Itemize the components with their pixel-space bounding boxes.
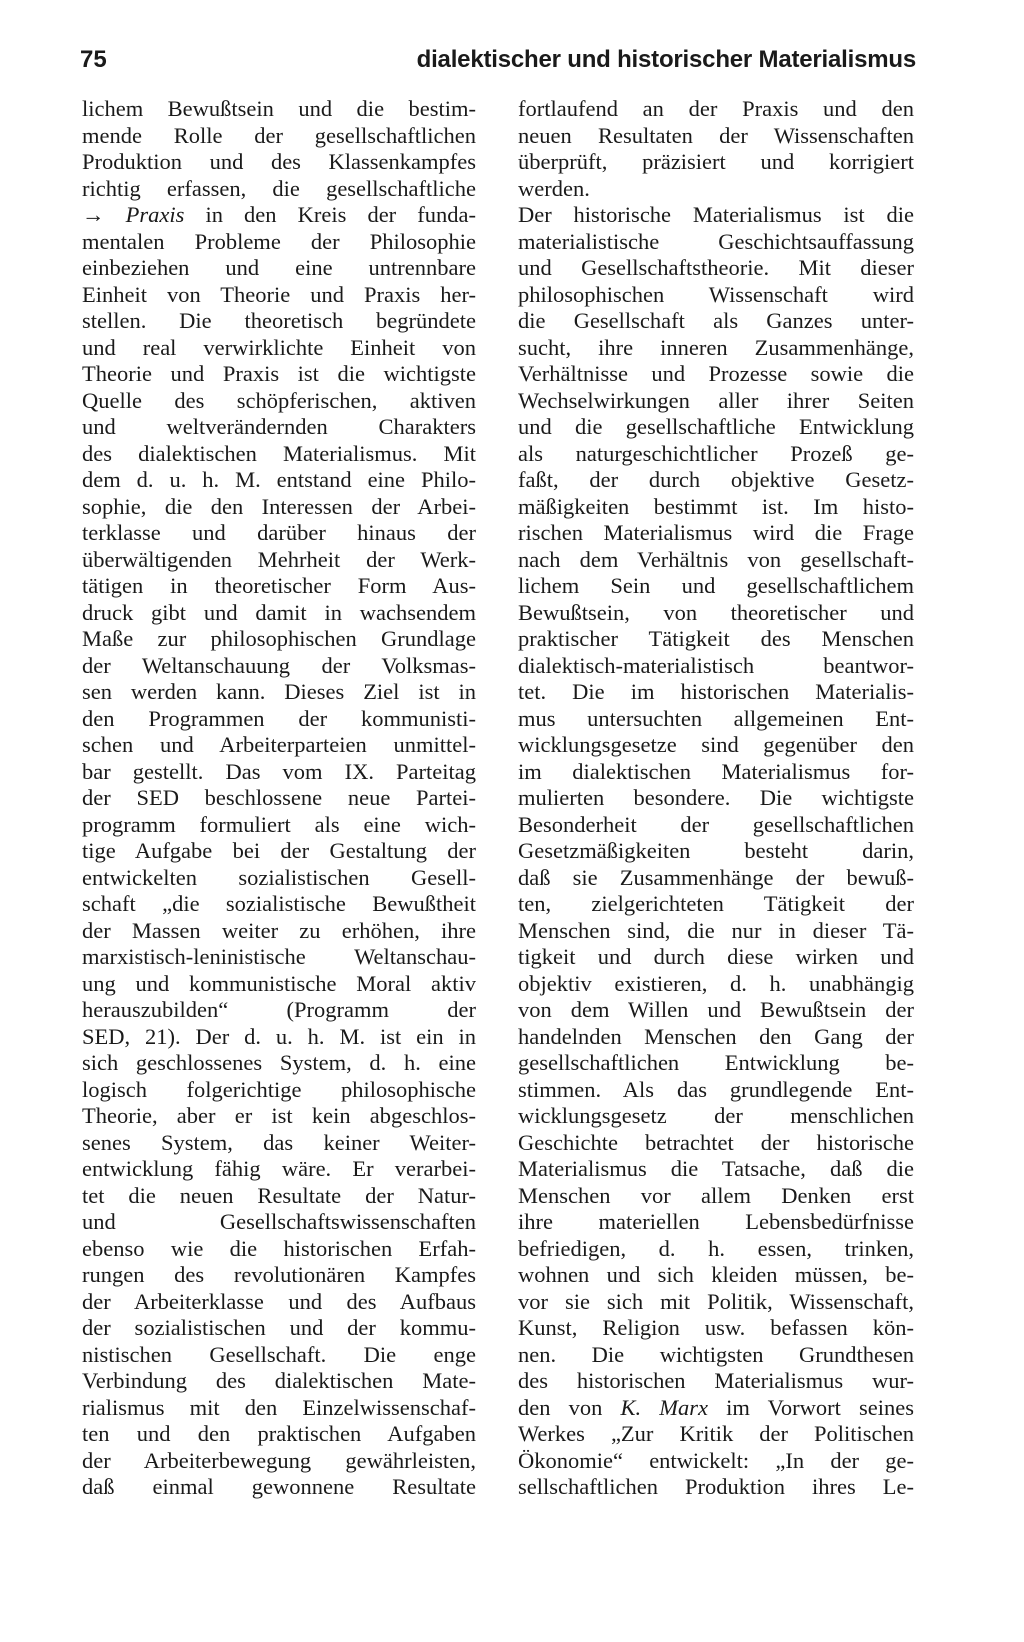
- text-line: logisch folgerichtige philosophische: [82, 1076, 476, 1102]
- text-line: einbeziehen und eine untrennbare: [82, 255, 476, 280]
- text-line: Quelle des schöpferischen, aktiven: [82, 387, 476, 413]
- text-line: des historischen Materialismus wur-: [518, 1368, 914, 1393]
- text-line: senes System, das keiner Weiter-: [82, 1129, 476, 1155]
- text-line: mulierten besondere. Die wichtigste: [518, 785, 914, 810]
- text-line: entwicklung fähig wäre. Er verarbei-: [82, 1156, 476, 1181]
- text-line: praktischer Tätigkeit des Menschen: [518, 626, 914, 651]
- text-line: Materialismus die Tatsache, daß die: [518, 1156, 914, 1181]
- left-text-column: [82, 96, 476, 1501]
- text-line: den Programmen der kommunisti-: [82, 705, 476, 731]
- text-line: daß sie Zusammenhänge der bewuß-: [518, 864, 914, 890]
- text-line: entwickelten sozialistischen Gesell-: [82, 864, 476, 890]
- text-line: Produktion und des Klassenkampfes: [82, 149, 476, 174]
- text-line: Kunst, Religion usw. befassen kön-: [518, 1315, 914, 1340]
- text-line: → Praxis in den Kreis der funda-: [82, 202, 476, 227]
- text-line: dialektisch-materialistisch beantwor-: [518, 652, 914, 678]
- text-line: faßt, der durch objektive Gesetz-: [518, 467, 914, 492]
- text-line: der Massen weiter zu erhöhen, ihre: [82, 917, 476, 943]
- text-line: richtig erfassen, die gesellschaftliche: [82, 175, 476, 201]
- text-line: überprüft, präzisiert und korrigiert: [518, 149, 914, 174]
- text-line: nach dem Verhältnis von gesellschaft-: [518, 546, 914, 572]
- text-line: Verbindung des dialektischen Mate-: [82, 1368, 476, 1393]
- page-header: [80, 42, 916, 78]
- text-line: die Gesellschaft als Ganzes unter-: [518, 308, 914, 333]
- text-line: wohnen und sich kleiden müssen, be-: [518, 1262, 914, 1287]
- text-line: rungen des revolutionären Kampfes: [82, 1262, 476, 1287]
- text-line: Werkes „Zur Kritik der Politischen: [518, 1421, 914, 1446]
- text-line: materialistische Geschichtsauffassung: [518, 228, 914, 254]
- text-line: programm formuliert als eine wich-: [82, 811, 476, 837]
- text-line: daß einmal gewonnene Resultate: [82, 1474, 476, 1499]
- text-line: der SED beschlossene neue Partei-: [82, 785, 476, 810]
- text-line: rischen Materialismus wird die Frage: [518, 520, 914, 545]
- text-line: als naturgeschichtlicher Prozeß ge-: [518, 440, 914, 466]
- text-line: Menschen vor allem Denken erst: [518, 1182, 914, 1208]
- text-line: schen und Arbeiterparteien unmittel-: [82, 732, 476, 757]
- text-line: bar gestellt. Das vom IX. Parteitag: [82, 758, 476, 784]
- text-line: wicklungsgesetze sind gegenüber den: [518, 732, 914, 757]
- text-line: und real verwirklichte Einheit von: [82, 334, 476, 360]
- text-line: rialismus mit den Einzelwissenschaf-: [82, 1394, 476, 1420]
- text-line: gesellschaftlichen Entwicklung be-: [518, 1050, 914, 1075]
- text-line: herauszubilden“ (Programm der: [82, 997, 476, 1022]
- text-line: SED, 21). Der d. u. h. M. ist ein in: [82, 1023, 476, 1049]
- text-line: Gesetzmäßigkeiten besteht darin,: [518, 838, 914, 863]
- text-line: tet die neuen Resultate der Natur-: [82, 1182, 476, 1208]
- page-number: 75: [80, 46, 107, 73]
- text-line: sellschaftlichen Produktion ihres Le-: [518, 1474, 914, 1499]
- text-line: lichem Bewußtsein und die bestim-: [82, 96, 476, 121]
- text-line: nen. Die wichtigsten Grundthesen: [518, 1341, 914, 1367]
- text-line: tige Aufgabe bei der Gestaltung der: [82, 838, 476, 863]
- text-line: und Gesellschaftstheorie. Mit dieser: [518, 255, 914, 280]
- text-line: ihre materiellen Lebensbedürfnisse: [518, 1209, 914, 1234]
- text-line: und Gesellschaftswissenschaften: [82, 1209, 476, 1234]
- text-line: wicklungsgesetz der menschlichen: [518, 1103, 914, 1128]
- text-line: marxistisch-leninistische Weltanschau-: [82, 944, 476, 969]
- text-line: vor sie sich mit Politik, Wissenschaft,: [518, 1288, 914, 1314]
- text-line: Der historische Materialismus ist die: [518, 202, 914, 227]
- text-line: ung und kommunistische Moral aktiv: [82, 970, 476, 996]
- text-line: stimmen. Als das grundlegende Ent-: [518, 1076, 914, 1102]
- text-line: mäßigkeiten bestimmt ist. Im histo-: [518, 493, 914, 519]
- text-line: druck gibt und damit in wachsendem: [82, 599, 476, 625]
- text-line: Theorie und Praxis ist die wichtigste: [82, 361, 476, 386]
- text-line: befriedigen, d. h. essen, trinken,: [518, 1235, 914, 1261]
- text-line: fortlaufend an der Praxis und den: [518, 96, 914, 121]
- text-line: werden.: [518, 175, 590, 201]
- text-line: ten, zielgerichteten Tätigkeit der: [518, 891, 914, 916]
- text-line: der Arbeiterbewegung gewährleisten,: [82, 1447, 476, 1473]
- text-line: lichem Sein und gesellschaftlichem: [518, 573, 914, 598]
- text-line: Maße zur philosophischen Grundlage: [82, 626, 476, 651]
- text-line: sen werden kann. Dieses Ziel ist in: [82, 679, 476, 704]
- text-line: sophie, die den Interessen der Arbei-: [82, 493, 476, 519]
- text-line: von dem Willen und Bewußtsein der: [518, 997, 914, 1022]
- text-line: handelnden Menschen den Gang der: [518, 1023, 914, 1049]
- text-line: philosophischen Wissenschaft wird: [518, 281, 914, 307]
- text-line: der sozialistischen und der kommu-: [82, 1315, 476, 1340]
- running-head: dialektischer und historischer Materialismus: [416, 46, 916, 73]
- text-line: der Weltanschauung der Volksmas-: [82, 652, 476, 678]
- text-line: objektiv existieren, d. h. unabhängig: [518, 970, 914, 996]
- text-line: schaft „die sozialistische Bewußtheit: [82, 891, 476, 916]
- text-line: ten und den praktischen Aufgaben: [82, 1421, 476, 1446]
- text-line: Ökonomie“ entwickelt: „In der ge-: [518, 1447, 914, 1473]
- text-line: der Arbeiterklasse und des Aufbaus: [82, 1288, 476, 1314]
- text-line: Theorie, aber er ist kein abgeschlos-: [82, 1103, 476, 1128]
- text-line: mentalen Probleme der Philosophie: [82, 228, 476, 254]
- text-line: mende Rolle der gesellschaftlichen: [82, 122, 476, 148]
- text-line: nistischen Gesellschaft. Die enge: [82, 1341, 476, 1367]
- text-line: Menschen sind, die nur in dieser Tä-: [518, 917, 914, 943]
- text-line: des dialektischen Materialismus. Mit: [82, 440, 476, 466]
- text-line: Verhältnisse und Prozesse sowie die: [518, 361, 914, 386]
- text-line: und weltverändernden Charakters: [82, 414, 476, 439]
- text-line: und die gesellschaftliche Entwicklung: [518, 414, 914, 439]
- text-line: Wechselwirkungen aller ihrer Seiten: [518, 387, 914, 413]
- text-line: überwältigenden Mehrheit der Werk-: [82, 546, 476, 572]
- text-line: dem d. u. h. M. entstand eine Philo-: [82, 467, 476, 492]
- text-line: Einheit von Theorie und Praxis her-: [82, 281, 476, 307]
- text-line: neuen Resultaten der Wissenschaften: [518, 122, 914, 148]
- text-line: sich geschlossenes System, d. h. eine: [82, 1050, 476, 1075]
- text-line: Besonderheit der gesellschaftlichen: [518, 811, 914, 837]
- text-line: den von K. Marx im Vorwort seines: [518, 1394, 915, 1420]
- text-line: tätigen in theoretischer Form Aus-: [82, 573, 476, 598]
- text-line: terklasse und darüber hinaus der: [82, 520, 476, 545]
- text-line: im dialektischen Materialismus for-: [518, 758, 914, 784]
- text-line: tigkeit und durch diese wirken und: [518, 944, 914, 969]
- text-line: tet. Die im historischen Materialis-: [518, 679, 914, 704]
- text-line: sucht, ihre inneren Zusammenhänge,: [518, 334, 914, 360]
- text-line: ebenso wie die historischen Erfah-: [82, 1235, 476, 1261]
- text-line: mus untersuchten allgemeinen Ent-: [518, 705, 914, 731]
- text-line: Geschichte betrachtet der historische: [518, 1129, 914, 1155]
- right-text-column: [518, 96, 914, 1501]
- text-line: Bewußtsein, von theoretischer und: [518, 599, 914, 625]
- text-line: stellen. Die theoretisch begründete: [82, 308, 476, 333]
